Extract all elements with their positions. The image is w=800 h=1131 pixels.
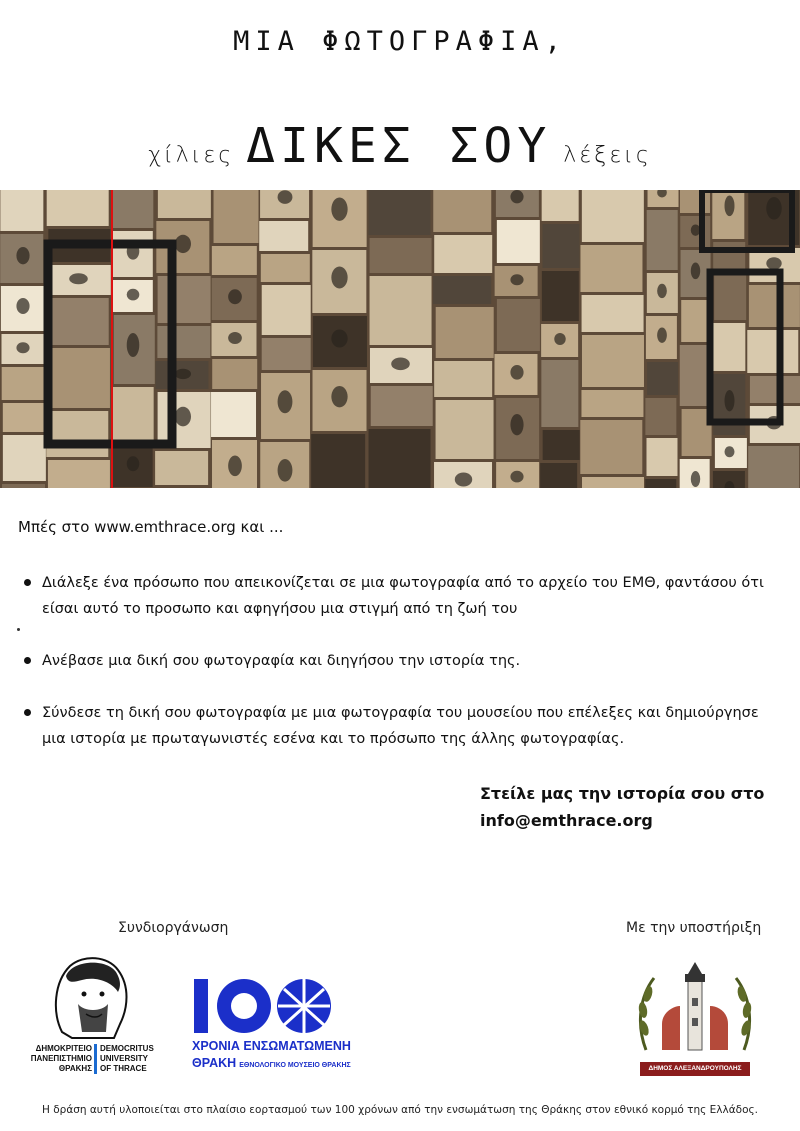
collage-photo xyxy=(680,190,710,213)
collage-portrait xyxy=(331,267,347,289)
collage-photo xyxy=(112,190,153,228)
support-label: Με την υποστήριξη xyxy=(626,920,762,936)
collage-photo xyxy=(157,326,210,358)
collage-photo xyxy=(214,190,259,243)
send-block xyxy=(480,780,764,834)
collage-photo xyxy=(647,210,678,270)
collage-photo xyxy=(3,403,46,432)
collage-portrait xyxy=(127,289,140,301)
collage-photo xyxy=(713,242,745,271)
collage-photo xyxy=(750,376,800,403)
collage-photo xyxy=(158,190,211,218)
send-text: Στείλε μας την ιστορία σου στο xyxy=(480,784,765,803)
headline-line1: ΜΙΑ ΦΩΤΟΓΡΑΦΙΑ, xyxy=(233,26,567,57)
intro-text: Μπές στο www.emthrace.org και ... xyxy=(18,518,284,536)
collage-photo xyxy=(580,420,642,474)
collage-photo xyxy=(46,411,108,457)
hundred-years-logo xyxy=(192,975,351,1075)
collage-photo xyxy=(436,400,494,459)
municipality-logo xyxy=(632,958,758,1080)
collage-photo xyxy=(2,484,45,488)
collage-photo xyxy=(368,190,430,235)
collage-photo xyxy=(212,359,257,389)
collage-portrait xyxy=(228,456,242,477)
collage-photo xyxy=(434,235,492,273)
instructions-list xyxy=(24,570,784,752)
collage-photo xyxy=(543,430,580,460)
collage-portrait xyxy=(725,390,735,411)
collage-photo xyxy=(645,398,676,435)
collage-portrait xyxy=(691,225,700,236)
collage-portrait xyxy=(766,197,781,220)
collage-portrait xyxy=(725,196,735,217)
collage-portrait xyxy=(228,332,242,344)
hundred-line2 xyxy=(192,1054,351,1072)
collage-photo xyxy=(542,224,579,268)
collage-photo xyxy=(542,271,579,321)
hundred-museum: ΕΘΝΟΛΟΓΙΚΟ ΜΟΥΣΕΙΟ ΘΡΑΚΗΣ xyxy=(239,1062,351,1069)
collage-photo xyxy=(262,285,311,335)
collage-portrait xyxy=(691,263,700,280)
collage-portrait xyxy=(510,190,523,203)
collage-portrait xyxy=(331,198,347,221)
collage-photo xyxy=(371,386,433,426)
lighthouse-emblem-icon xyxy=(632,958,758,1062)
collage-photo xyxy=(680,345,710,406)
collage-portrait xyxy=(278,459,293,482)
instruction-item: Διάλεξε ένα πρόσωπο που απεικονίζεται σε μια φωτογραφία από το αρχείο του ΕΜΘ, φαντάσου ότι είσαι αυτό το προσωπο και αφηγήσου μια στιγμή από τη ζωή του xyxy=(24,570,784,622)
collage-photo xyxy=(749,285,800,327)
collage-portrait xyxy=(657,284,667,298)
collage-portrait xyxy=(69,273,88,284)
collage-photo xyxy=(48,460,110,488)
collage-portrait xyxy=(278,190,293,204)
photo-collage xyxy=(0,190,800,488)
collage-photo xyxy=(582,477,644,488)
collage-portrait xyxy=(725,446,735,457)
duth-name-english: DEMOCRITUS UNIVERSITY OF THRACE xyxy=(100,1044,154,1073)
collage-photo xyxy=(580,245,642,292)
collage-photo xyxy=(582,295,644,332)
collage-portrait xyxy=(331,386,347,407)
footer-note: Η δράση αυτή υλοποιείται στο πλαίσιο εορτασμού των 100 χρόνων από την ενσωμάτωση της Θράκης στον εθνικό κορμό της Ελλάδος. xyxy=(42,1104,758,1116)
collage-photo xyxy=(433,276,491,304)
collage-photo xyxy=(3,435,46,481)
collage-portrait xyxy=(331,330,347,348)
collage-photo xyxy=(369,429,431,488)
collage-photo xyxy=(497,299,540,351)
collage-portrait xyxy=(278,390,293,413)
collage-portrait xyxy=(554,333,565,345)
collage-portrait xyxy=(175,407,191,427)
democritus-head-icon xyxy=(22,952,156,1042)
headline-line2 xyxy=(0,118,800,174)
collage-photo xyxy=(0,190,43,231)
collage-photo xyxy=(542,190,579,221)
collage-portrait xyxy=(228,289,242,304)
instruction-item: Σύνδεσε τη δική σου φωτογραφία με μια φωτογραφία του μουσείου που επέλεξες και δημιούργησε μια ιστορία με πρωταγωνιστές εσένα και το πρόσωπο της άλλης φωτογραφίας. xyxy=(24,700,784,752)
collage-photo xyxy=(540,463,577,488)
collage-portrait xyxy=(510,471,523,483)
collage-portrait xyxy=(16,247,29,264)
collage-portrait xyxy=(175,369,191,379)
collage-photo xyxy=(581,390,643,417)
collage-photo xyxy=(2,367,45,400)
collage-photo xyxy=(747,330,798,373)
hundred-line1: ΧΡΟΝΙΑ ΕΝΣΩΜΑΤΩΜΕΝΗ xyxy=(192,1039,351,1053)
collage-photo xyxy=(261,254,310,282)
collage-photo xyxy=(211,392,256,437)
collage-photo xyxy=(748,446,799,488)
collage-portrait xyxy=(510,365,523,380)
headline-prefix: χίλιες xyxy=(148,143,235,168)
collage-portrait xyxy=(127,456,140,471)
collage-photo xyxy=(436,307,494,358)
collage-photo xyxy=(582,190,644,242)
collage-photo xyxy=(158,276,211,323)
collage-portrait xyxy=(766,257,781,269)
collage-photo xyxy=(713,323,745,371)
collage-portrait xyxy=(16,342,29,353)
collage-photo xyxy=(370,238,432,273)
collage-photo xyxy=(646,438,677,476)
collage-photo xyxy=(647,362,678,395)
collage-photo xyxy=(370,276,432,345)
collage-portrait xyxy=(455,473,472,487)
collage-photo xyxy=(434,361,492,397)
collage-photo xyxy=(714,274,746,320)
duth-logo xyxy=(22,952,156,1080)
hundred-mark-icon xyxy=(192,975,342,1037)
collage-portrait xyxy=(657,328,667,343)
collage-photo xyxy=(582,335,644,387)
collage-photo xyxy=(47,190,109,226)
send-email[interactable]: info@emthrace.org xyxy=(480,811,653,830)
duth-name-greek: ΔΗΜΟΚΡΙΤΕΙΟ ΠΑΝΕΠΙΣΤΗΜΙΟ ΘΡΑΚΗΣ xyxy=(30,1044,92,1073)
collage-photo xyxy=(155,451,208,485)
collage-portrait xyxy=(510,274,523,285)
stray-dot xyxy=(17,628,20,631)
municipality-name: ΔΗΜΟΣ ΑΛΕΞΑΝΔΡΟΥΠΟΛΗΣ xyxy=(640,1062,750,1076)
collage-photo xyxy=(212,246,257,275)
collage-photo xyxy=(113,387,154,442)
collage-photo xyxy=(262,338,311,370)
collage-photo xyxy=(645,479,676,488)
instruction-item: Ανέβασε μια δική σου φωτογραφία και διηγήσου την ιστορία της. xyxy=(24,648,784,674)
collage-portrait xyxy=(175,235,191,253)
collage-portrait xyxy=(510,414,523,435)
collage-photo xyxy=(433,190,491,232)
duth-separator xyxy=(94,1044,97,1074)
headline-suffix: λέξεις xyxy=(563,143,652,168)
collage-portrait xyxy=(391,358,410,371)
headline-emphasis: ΔΙΚΕΣ ΣΟΥ xyxy=(246,118,552,174)
hundred-thrace: ΘΡΑΚΗ xyxy=(192,1056,237,1070)
collage-portrait xyxy=(691,471,700,487)
collage-portrait xyxy=(16,298,29,314)
organizers-label: Συνδιοργάνωση xyxy=(118,920,229,936)
collage-photo xyxy=(541,360,578,427)
photo-collage-art xyxy=(0,190,800,488)
collage-photo xyxy=(47,298,109,345)
collage-photo xyxy=(259,221,308,251)
collage-photo xyxy=(311,434,365,488)
collage-portrait xyxy=(127,333,140,357)
collage-photo xyxy=(497,220,540,263)
collage-photo xyxy=(48,348,110,408)
